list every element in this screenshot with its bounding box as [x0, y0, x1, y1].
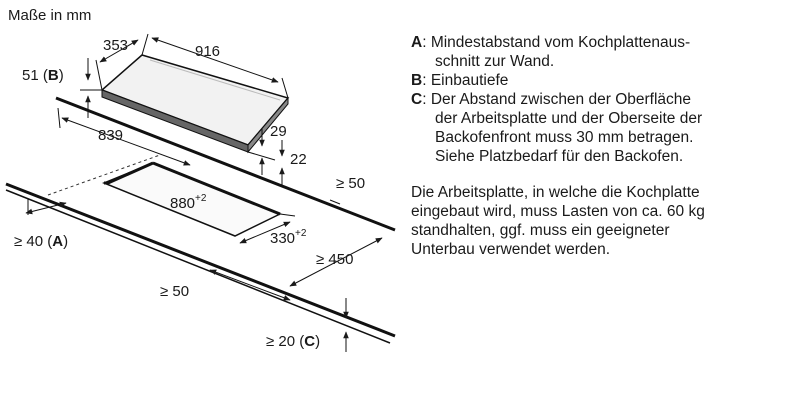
dim-50-right: ≥ 50 — [336, 175, 366, 192]
legend-c-cont-2: Backofenfront muss 30 mm betragen. — [435, 129, 694, 146]
dim-330: $330^{+2}$ — [270, 228, 307, 247]
dim-353: 353 — [103, 37, 129, 54]
dim-839: 839 — [98, 127, 124, 144]
legend-c-cont-3: Siehe Platzbedarf für den Backofen. — [435, 148, 684, 165]
load-note: Die Arbeitsplatte, in welche die Kochplatte eingebaut wird, muss Lasten von ca. 60 kg standhalten, ggf. muss ein geeigneter Unterbau verwendet werden. — [411, 184, 705, 258]
legend — [411, 33, 791, 259]
cooktop — [102, 55, 288, 152]
dim-916: 916 — [195, 43, 221, 60]
legend-b: B : Einbautiefe — [411, 72, 509, 89]
dim-450: ≥ 450 — [316, 251, 354, 268]
dim-880: $880^{+2}$ — [170, 193, 207, 212]
dim-22: 22 — [290, 151, 307, 168]
legend-a-cont: schnitt zur Wand. — [435, 53, 555, 70]
dim-29: 29 — [270, 123, 287, 140]
legend-a: A : Mindestabstand vom Kochplattenaus- — [411, 34, 691, 51]
dim-50-front: ≥ 50 — [160, 283, 190, 300]
dim-40-a: ≥ 40 (A) — [14, 233, 69, 250]
dim-20-c: ≥ 20 (C) — [266, 333, 321, 350]
legend-c-cont-1: der Arbeitsplatte und der Oberseite der — [435, 110, 703, 127]
legend-c: C : Der Abstand zwischen der Oberfläche — [411, 91, 692, 108]
units-title: Maße in mm — [8, 7, 92, 24]
dim-51-b: 51 (B) — [22, 67, 64, 84]
